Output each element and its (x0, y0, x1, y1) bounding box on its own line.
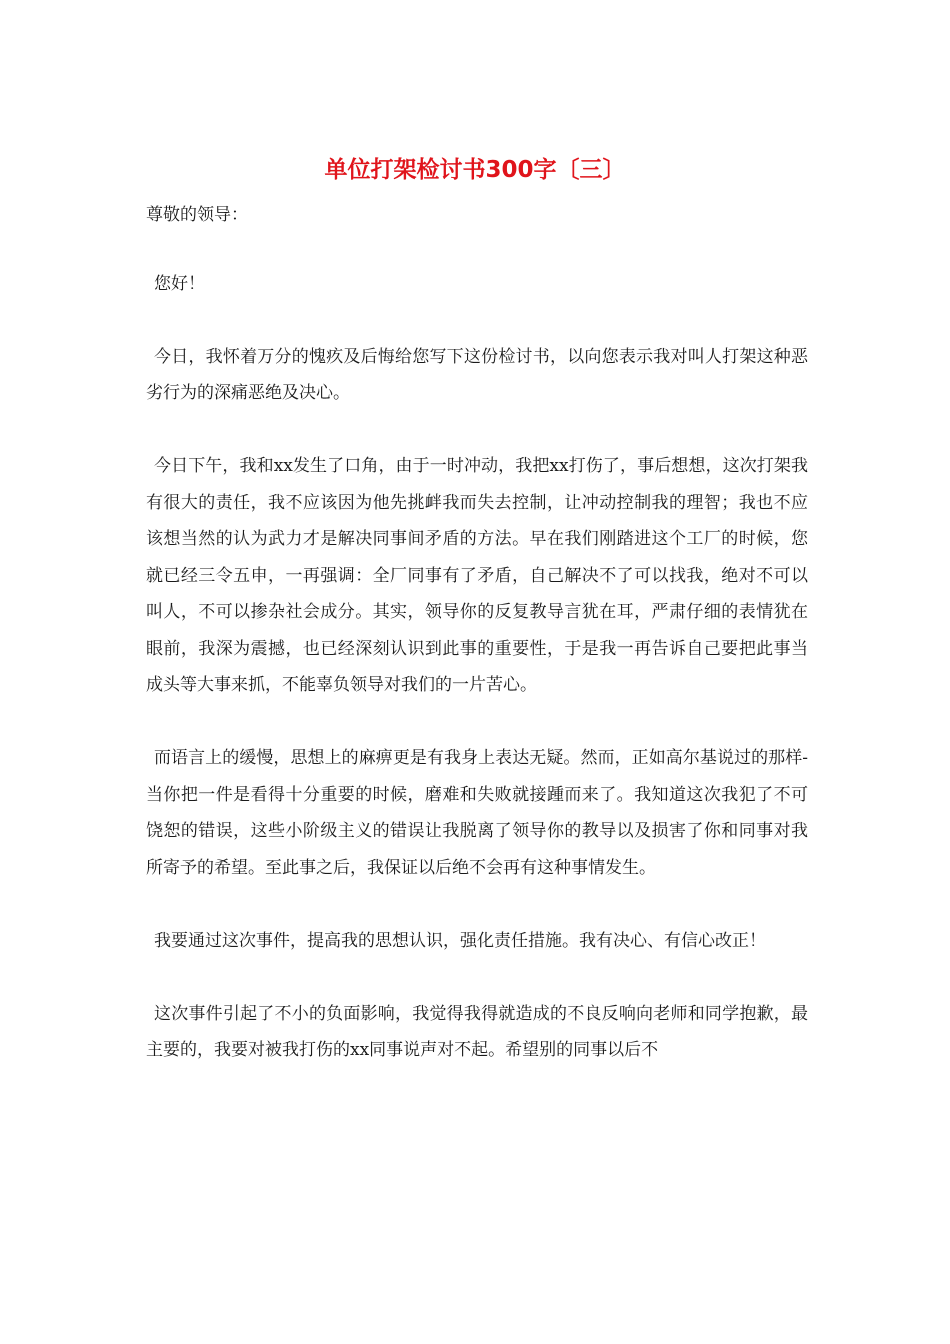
paragraph-incident: 今日下午，我和xx发生了口角，由于一时冲动，我把xx打伤了，事后想想，这次打架我有很大的责任，我不应该因为他先挑衅我而失去控制，让冲动控制我的理智；我也不应该想当然的认为武力才是解决同事间矛盾的方法。早在我们刚踏进这个工厂的时候，您就已经三令五申，一再强调：全厂同事有了矛盾，自己解决不了可以找我，绝对不可以叫人，不可以掺杂社会成分。其实，领导你的反复教导言犹在耳，严肃仔细的表情犹在眼前，我深为震撼，也已经深刻认识到此事的重要性，于是我一再告诉自己要把此事当成头等大事来抓，不能辜负领导对我们的一片苦心。 (146, 456, 808, 695)
paragraph-intro: 今日，我怀着万分的愧疚及后悔给您写下这份检讨书，以向您表示我对叫人打架这种恶劣行为的深痛恶绝及决心。 (146, 346, 808, 403)
paragraph-reflection: 而语言上的缓慢，思想上的麻痹更是有我身上表达无疑。然而，正如高尔基说过的那样- 当你把一件是看得十分重要的时候，磨难和失败就接踵而来了。我知道这次我犯了不可饶恕的错误，这些小阶级主义的错误让我脱离了领导你的教导以及损害了你和同事对我所寄予的希望。至此事之后，我保证以后绝不会再有这种事情发生。 (146, 748, 808, 878)
paragraph-greeting: 您好！ (154, 273, 205, 294)
paragraph-resolution: 我要通过这次事件，提高我的思想认识，强化责任措施。我有决心、有信心改正！ (154, 930, 766, 951)
document-body (146, 197, 808, 1069)
document-title: 单位打架检讨书300字〔三〕 (324, 157, 626, 183)
salutation: 尊敬的领导： (146, 205, 248, 225)
paragraph-apology: 这次事件引起了不小的负面影响，我觉得我得就造成的不良反响向老师和同学抱歉，最主要的，我要对被我打伤的xx同事说声对不起。希望别的同事以后不 (146, 1003, 808, 1060)
